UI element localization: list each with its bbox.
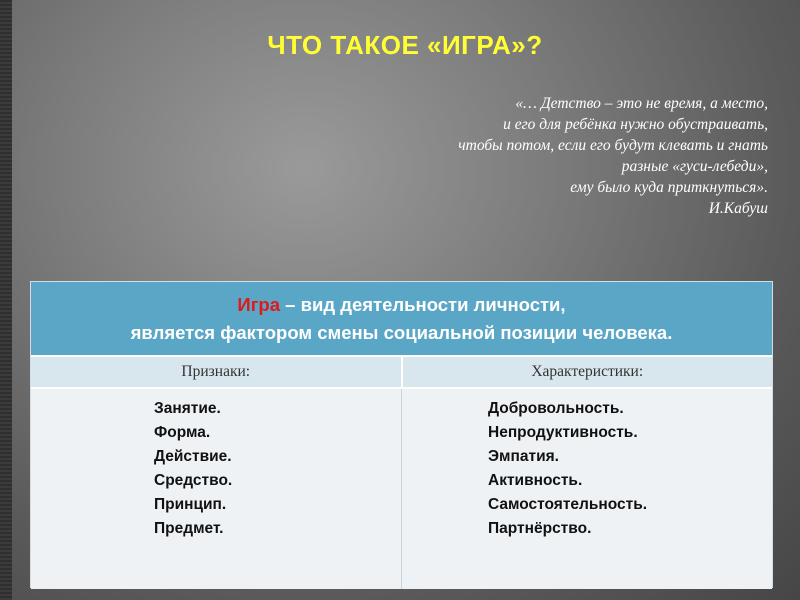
- list-item: Предмет.: [154, 520, 224, 537]
- quote-line: ему было куда приткнуться».: [570, 179, 768, 196]
- list-item: Занятие.: [154, 400, 221, 417]
- signs-column: [31, 389, 402, 589]
- quote-line: «… Детство – это не время, а место,: [515, 95, 768, 112]
- list-item: Средство.: [154, 472, 233, 489]
- list-item: Добровольность.: [488, 400, 624, 417]
- list-item: Самостоятельность.: [488, 496, 648, 513]
- quote-line: чтобы потом, если его будут клевать и гнать: [458, 137, 768, 154]
- table-header: [31, 282, 772, 357]
- quote-author: И.Кабуш: [708, 200, 768, 217]
- list-item: Партнёрство.: [488, 520, 592, 537]
- characteristics-list: [488, 397, 647, 541]
- list-item: Форма.: [154, 424, 211, 441]
- list-item: Непродуктивность.: [488, 424, 638, 441]
- definition-line-2: является фактором смены социальной позиции человека.: [130, 321, 673, 343]
- column-header-row: [31, 357, 772, 389]
- column-header-signs: Признаки:: [31, 357, 403, 387]
- list-item: Эмпатия.: [488, 448, 559, 465]
- characteristics-column: [402, 389, 772, 589]
- quote-line: разные «гуси-лебеди»,: [621, 158, 768, 175]
- definition-text: – вид деятельности личности,: [280, 293, 566, 315]
- definition-table: [30, 281, 773, 588]
- definition-term: Игра: [237, 293, 281, 315]
- column-header-characteristics: Характеристики:: [531, 363, 644, 380]
- list-item: Действие.: [154, 448, 232, 465]
- signs-list: [154, 397, 232, 541]
- quote-line: и его для ребёнка нужно обустраивать,: [503, 116, 768, 133]
- definition-line-1: [237, 291, 565, 319]
- epigraph-quote: [328, 93, 768, 219]
- slide-edge-decoration: [0, 0, 12, 600]
- list-item: Принцип.: [154, 496, 227, 513]
- slide-title: ЧТО ТАКОЕ «ИГРА»?: [267, 30, 543, 60]
- list-item: Активность.: [488, 472, 583, 489]
- table-body-row: [31, 389, 772, 589]
